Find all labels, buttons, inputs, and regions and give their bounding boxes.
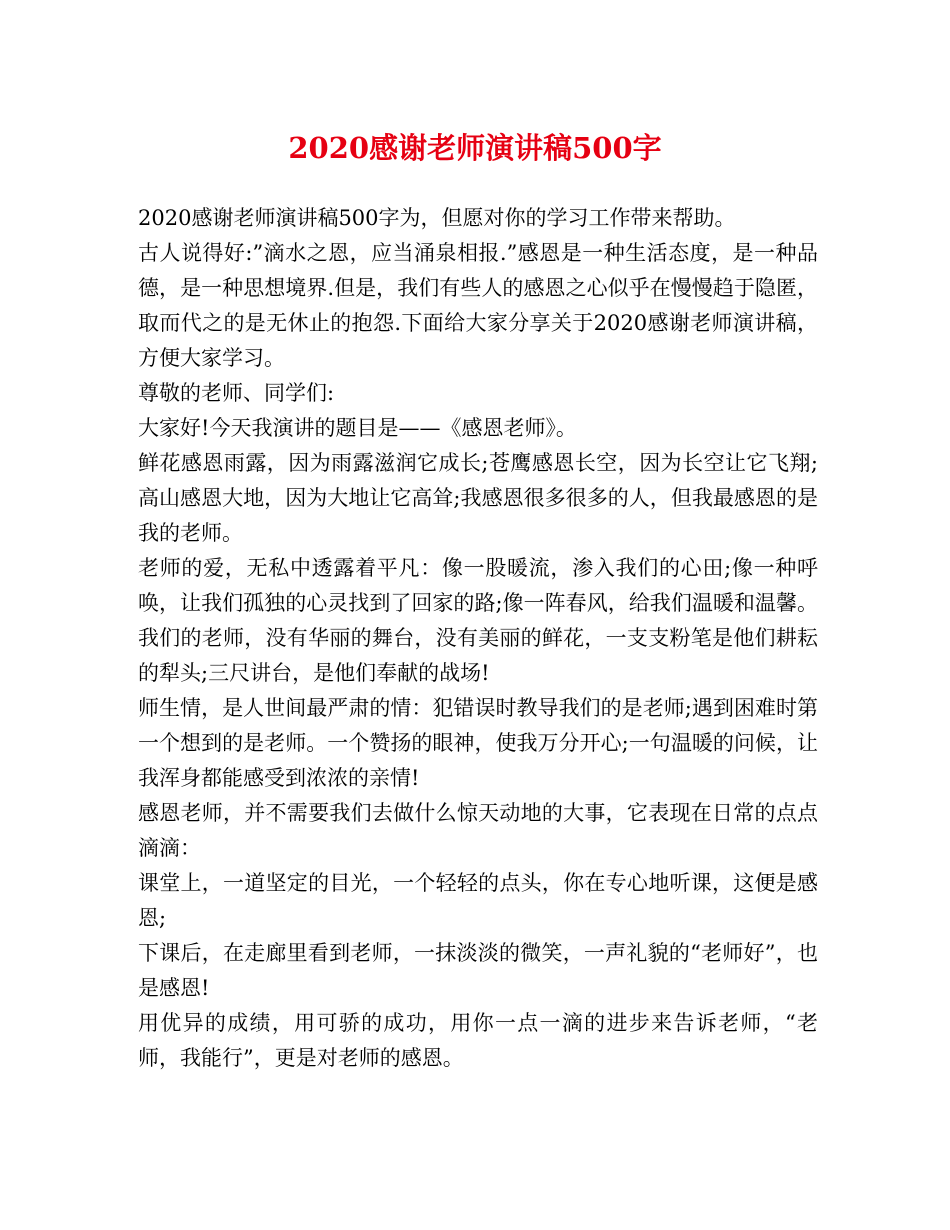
page-title: 2020感谢老师演讲稿500字 (288, 131, 662, 165)
paragraph-achievement: 用优异的成绩，用可骄的成功，用你一点一滴的进步来告诉老师，“老师，我能行”，更是对老师的感恩。 (138, 1011, 818, 1070)
paragraph-greeting: 大家好!今天我演讲的题目是——《感恩老师》。 (138, 416, 577, 440)
paragraph-daily-gratitude: 感恩老师，并不需要我们去做什么惊天动地的大事，它表现在日常的点点滴滴： (138, 801, 818, 860)
paragraph-quote: 古人说得好:”滴水之恩，应当涌泉相报.”感恩是一种生活态度，是一种品德，是一种思想境界.但是，我们有些人的感恩之心似乎在慢慢趋于隐匿，取而代之的是无休止的抱怨.下面给大家分享关于2020感谢老师演讲稿，方便大家学习。 (138, 241, 818, 370)
document-body (138, 201, 818, 1076)
paragraph-gratitude: 鲜花感恩雨露，因为雨露滋润它成长;苍鹰感恩长空，因为长空让它飞翔;高山感恩大地，因为大地让它高耸;我感恩很多很多的人，但我最感恩的是我的老师。 (138, 451, 818, 545)
paragraph-salutation: 尊敬的老师、同学们: (138, 381, 335, 405)
paragraph-classroom: 课堂上，一道坚定的目光，一个轻轻的点头，你在专心地听课，这便是感恩; (138, 871, 818, 930)
paragraph-teacher-love: 老师的爱，无私中透露着平凡：像一股暖流，渗入我们的心田;像一种呼唤，让我们孤独的心灵找到了回家的路;像一阵春风，给我们温暖和温馨。我们的老师，没有华丽的舞台，没有美丽的鲜花，一支支粉笔是他们耕耘的犁头;三尺讲台，是他们奉献的战场! (138, 556, 818, 685)
paragraph-teacher-student: 师生情，是人世间最严肃的情：犯错误时教导我们的是老师;遇到困难时第一个想到的是老师。一个赞扬的眼神，使我万分开心;一句温暖的问候，让我浑身都能感受到浓浓的亲情! (138, 696, 818, 790)
paragraph-intro: 2020感谢老师演讲稿500字为，但愿对你的学习工作带来帮助。 (138, 206, 736, 230)
paragraph-after-class: 下课后，在走廊里看到老师，一抹淡淡的微笑，一声礼貌的“老师好”，也是感恩! (138, 941, 818, 1000)
